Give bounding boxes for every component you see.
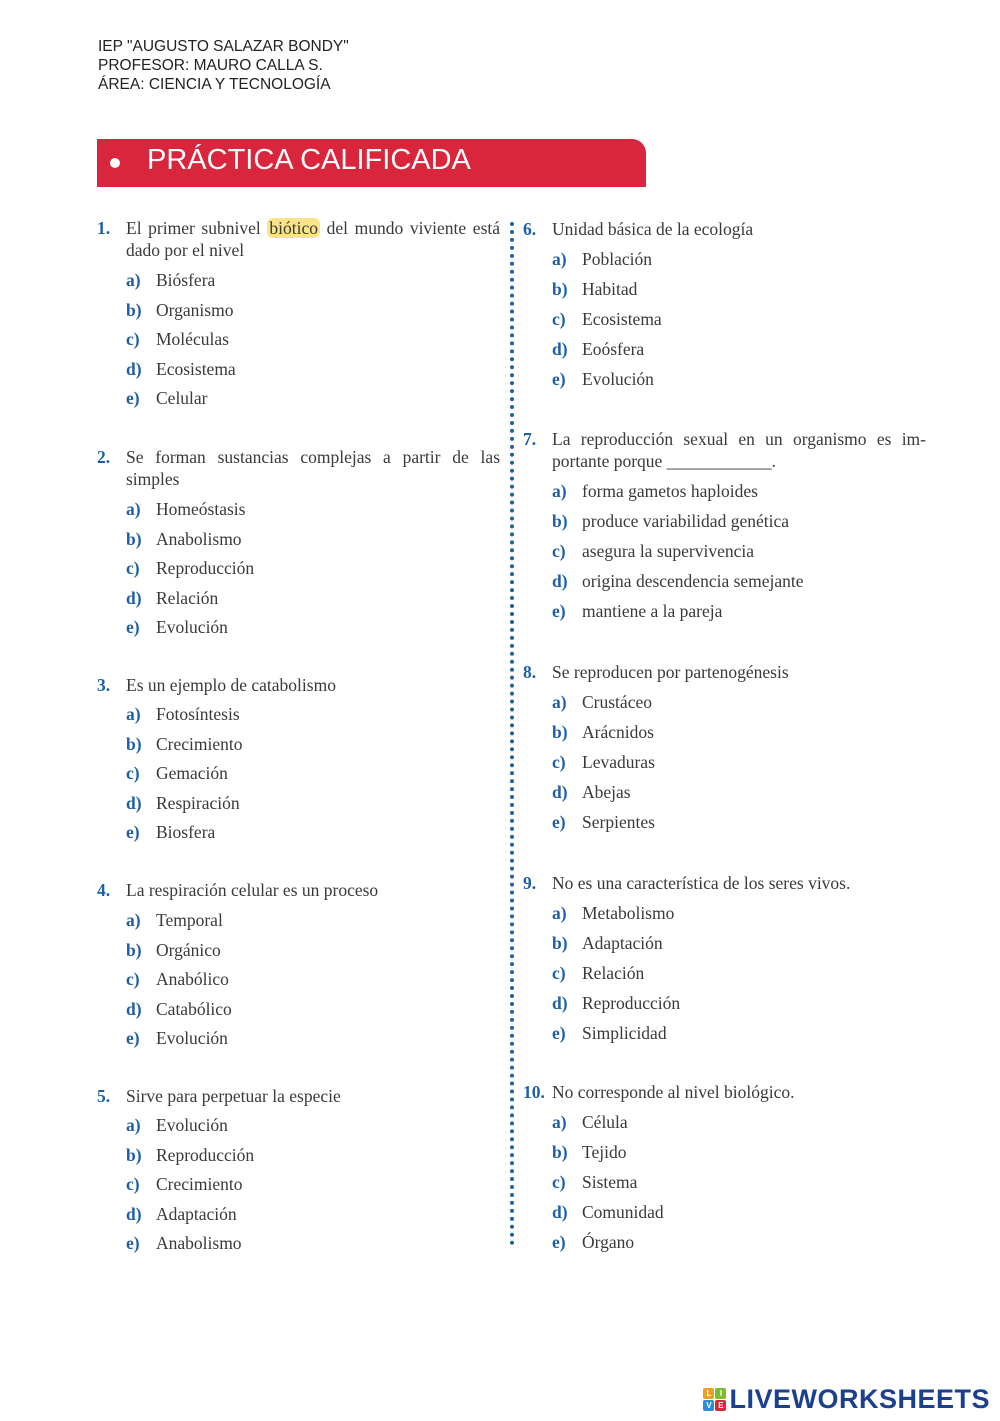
option-a[interactable]	[552, 480, 926, 502]
option-text: Homeóstasis	[156, 499, 246, 519]
option-letter: c)	[126, 763, 140, 783]
option-text: Serpientes	[582, 812, 655, 832]
option-a[interactable]	[126, 703, 500, 725]
option-text: Catabólico	[156, 998, 232, 1019]
option-b[interactable]	[126, 939, 500, 961]
option-letter: d)	[552, 782, 568, 802]
option-c[interactable]	[126, 762, 500, 784]
question-number: 8.	[523, 662, 537, 682]
question-5	[97, 1085, 500, 1254]
option-letter: a)	[552, 249, 567, 269]
option-text: Anabolismo	[156, 1233, 242, 1253]
option-text: Tejido	[582, 1142, 627, 1162]
option-letter: a)	[552, 481, 567, 501]
option-text: Comunidad	[582, 1202, 664, 1222]
question-number: 4.	[97, 880, 111, 900]
option-letter: d)	[126, 792, 142, 813]
option-d[interactable]	[126, 587, 500, 609]
question-9	[523, 872, 926, 1044]
option-c[interactable]	[126, 968, 500, 990]
option-a[interactable]	[126, 909, 500, 931]
option-letter: b)	[126, 939, 142, 960]
option-letter: a)	[126, 270, 141, 290]
option-b[interactable]	[552, 510, 926, 532]
option-text: Temporal	[156, 910, 223, 930]
question-number: 5.	[97, 1086, 111, 1106]
option-d[interactable]	[126, 358, 500, 380]
option-d[interactable]	[552, 338, 926, 360]
option-letter: e)	[126, 822, 140, 842]
option-letter: b)	[552, 722, 568, 742]
option-a[interactable]	[552, 248, 926, 270]
option-b[interactable]	[552, 932, 926, 954]
question-number: 7.	[523, 429, 537, 449]
question-2	[97, 446, 500, 638]
option-d[interactable]	[552, 1201, 926, 1223]
question-8	[523, 661, 926, 833]
option-letter: e)	[552, 601, 566, 621]
question-number: 1.	[97, 218, 111, 238]
option-b[interactable]	[552, 721, 926, 743]
option-letter: c)	[126, 1174, 140, 1194]
option-letter: d)	[552, 339, 568, 359]
option-c[interactable]	[126, 1173, 500, 1195]
option-e[interactable]	[126, 1232, 500, 1254]
option-text: produce variabilidad genética	[582, 511, 789, 531]
option-letter: e)	[552, 812, 566, 832]
option-letter: c)	[552, 309, 566, 329]
option-d[interactable]	[552, 570, 926, 592]
question-6	[523, 218, 926, 390]
option-letter: d)	[552, 571, 568, 591]
option-text: mantiene a la pareja	[582, 601, 723, 621]
option-d[interactable]	[126, 998, 500, 1020]
option-text: Relación	[156, 587, 219, 608]
question-text: Se reproducen por partenogénesis	[552, 662, 789, 682]
option-text: Crecimiento	[156, 733, 243, 754]
option-text: Levaduras	[582, 752, 655, 772]
option-b[interactable]	[552, 278, 926, 300]
option-text: Arácnidos	[582, 722, 654, 742]
option-d[interactable]	[126, 792, 500, 814]
option-text: Abejas	[582, 782, 631, 802]
option-text: Evolución	[582, 369, 654, 389]
page-title: PRÁCTICA CALIFICADA	[147, 144, 471, 176]
option-e[interactable]	[552, 600, 926, 622]
option-e[interactable]	[126, 616, 500, 638]
question-text: Es un ejemplo de catabolismo	[126, 675, 336, 695]
logo-text: LIVEWORKSHEETS	[729, 1384, 990, 1414]
option-b[interactable]	[126, 1144, 500, 1166]
option-c[interactable]	[552, 962, 926, 984]
option-text: Sistema	[582, 1172, 638, 1192]
option-text: Respiración	[156, 792, 240, 813]
option-letter: c)	[552, 541, 566, 561]
option-text: Evolución	[156, 617, 228, 637]
option-text: Gemación	[156, 763, 228, 783]
question-text: La reproducción sexual en un organismo es im-portante porque ____________.	[552, 429, 926, 471]
option-letter: a)	[552, 1112, 567, 1132]
option-c[interactable]	[126, 328, 500, 350]
option-letter: e)	[126, 1233, 140, 1253]
logo-tile: I	[715, 1388, 726, 1399]
option-text: Reproducción	[156, 558, 255, 578]
option-letter: c)	[126, 558, 140, 578]
subject-area: ÁREA: CIENCIA Y TECNOLOGÍA	[98, 76, 331, 93]
logo-mark-icon	[703, 1388, 726, 1411]
option-a[interactable]	[552, 1111, 926, 1133]
option-a[interactable]	[126, 1114, 500, 1136]
option-text: Evolución	[156, 1115, 228, 1135]
option-d[interactable]	[552, 781, 926, 803]
option-letter: e)	[552, 1232, 566, 1252]
option-text: Biósfera	[156, 270, 216, 290]
liveworksheets-logo	[703, 1384, 990, 1415]
option-a[interactable]	[552, 691, 926, 713]
logo-tile: E	[715, 1400, 726, 1411]
highlighted-word: biótico	[269, 218, 318, 238]
option-letter: b)	[126, 1144, 142, 1165]
question-text: No corresponde al nivel biológico.	[552, 1082, 795, 1102]
option-letter: b)	[126, 528, 142, 549]
question-text: Unidad básica de la ecología	[552, 219, 754, 239]
bullet-icon	[110, 158, 120, 168]
option-letter: b)	[126, 299, 142, 320]
question-text: Sirve para perpetuar la especie	[126, 1086, 341, 1106]
option-e[interactable]	[126, 387, 500, 409]
option-text: forma gametos haploides	[582, 481, 758, 501]
option-letter: c)	[552, 752, 566, 772]
question-text-after: del mundo viviente está dado por el nivel	[126, 218, 501, 260]
question-number: 10.	[523, 1082, 545, 1102]
option-text: Anabólico	[156, 969, 229, 989]
option-letter: e)	[126, 1028, 140, 1048]
option-letter: b)	[552, 933, 568, 953]
option-text: Adaptación	[156, 1203, 237, 1224]
option-text: Reproducción	[582, 993, 681, 1013]
option-text: Celular	[156, 388, 208, 408]
question-text: No es una característica de los seres vivos.	[552, 873, 851, 893]
option-text: Simplicidad	[582, 1023, 667, 1043]
option-letter: b)	[552, 279, 568, 299]
option-text: Crustáceo	[582, 692, 652, 712]
option-b[interactable]	[552, 1141, 926, 1163]
option-letter: e)	[552, 369, 566, 389]
option-a[interactable]	[552, 902, 926, 924]
school-header	[98, 37, 349, 94]
option-letter: a)	[126, 704, 141, 724]
question-text	[126, 217, 500, 261]
option-letter: a)	[126, 499, 141, 519]
option-text: Órgano	[582, 1232, 635, 1252]
option-text: Orgánico	[156, 939, 221, 960]
option-text: Reproducción	[156, 1144, 255, 1165]
option-text: Relación	[582, 963, 645, 983]
option-letter: d)	[126, 1203, 142, 1224]
option-text: origina descendencia semejante	[582, 571, 804, 591]
option-letter: e)	[126, 617, 140, 637]
option-text: asegura la supervivencia	[582, 541, 755, 561]
option-letter: a)	[126, 1115, 141, 1135]
option-c[interactable]	[552, 1171, 926, 1193]
option-letter: d)	[126, 358, 142, 379]
option-d[interactable]	[126, 1203, 500, 1225]
option-letter: b)	[126, 733, 142, 754]
column-divider	[510, 222, 514, 1246]
option-letter: c)	[552, 963, 566, 983]
option-d[interactable]	[552, 992, 926, 1014]
option-text: Adaptación	[582, 933, 663, 953]
option-letter: d)	[552, 993, 568, 1013]
option-text: Eoósfera	[582, 339, 645, 359]
option-letter: b)	[552, 511, 568, 531]
option-e[interactable]	[552, 368, 926, 390]
option-c[interactable]	[552, 751, 926, 773]
option-text: Evolución	[156, 1028, 228, 1048]
option-text: Organismo	[156, 299, 234, 320]
option-letter: e)	[552, 1023, 566, 1043]
question-10	[523, 1081, 926, 1253]
question-number: 2.	[97, 447, 111, 467]
logo-tile: V	[703, 1400, 714, 1411]
option-e[interactable]	[126, 1027, 500, 1049]
option-letter: c)	[126, 969, 140, 989]
option-text: Ecosistema	[582, 309, 662, 329]
option-b[interactable]	[126, 733, 500, 755]
option-e[interactable]	[552, 1231, 926, 1253]
option-e[interactable]	[552, 1022, 926, 1044]
option-c[interactable]	[552, 540, 926, 562]
option-letter: a)	[552, 903, 567, 923]
option-text: Célula	[582, 1112, 628, 1132]
option-text: Fotosíntesis	[156, 704, 240, 724]
option-a[interactable]	[126, 498, 500, 520]
option-b[interactable]	[126, 528, 500, 550]
option-text: Habitad	[582, 279, 638, 299]
option-e[interactable]	[126, 821, 500, 843]
option-text: Moléculas	[156, 329, 229, 349]
option-letter: c)	[126, 329, 140, 349]
question-text-before: El primer subnivel	[126, 218, 261, 238]
question-number: 3.	[97, 675, 111, 695]
option-text: Ecosistema	[156, 358, 236, 379]
option-a[interactable]	[126, 269, 500, 291]
option-text: Biosfera	[156, 822, 216, 842]
logo-tile: L	[703, 1388, 714, 1399]
option-b[interactable]	[126, 299, 500, 321]
teacher-name: PROFESOR: MAURO CALLA S.	[98, 57, 323, 74]
question-1	[97, 217, 500, 409]
question-3	[97, 674, 500, 843]
option-c[interactable]	[126, 557, 500, 579]
option-letter: d)	[126, 587, 142, 608]
option-text: Población	[582, 249, 652, 269]
question-text: La respiración celular es un proceso	[126, 880, 379, 900]
option-letter: d)	[126, 998, 142, 1019]
option-c[interactable]	[552, 308, 926, 330]
option-text: Anabolismo	[156, 528, 242, 549]
question-4	[97, 879, 500, 1049]
option-e[interactable]	[552, 811, 926, 833]
title-banner	[97, 139, 646, 187]
option-text: Crecimiento	[156, 1174, 243, 1194]
option-letter: a)	[126, 910, 141, 930]
question-7	[523, 428, 926, 622]
option-letter: a)	[552, 692, 567, 712]
question-number: 6.	[523, 219, 537, 239]
option-letter: b)	[552, 1142, 568, 1162]
question-text: Se forman sustancias complejas a partir de las simples	[126, 447, 500, 489]
option-text: Metabolismo	[582, 903, 675, 923]
option-letter: d)	[552, 1202, 568, 1222]
question-number: 9.	[523, 873, 537, 893]
school-name: IEP "AUGUSTO SALAZAR BONDY"	[98, 38, 349, 55]
option-letter: e)	[126, 388, 140, 408]
option-letter: c)	[552, 1172, 566, 1192]
